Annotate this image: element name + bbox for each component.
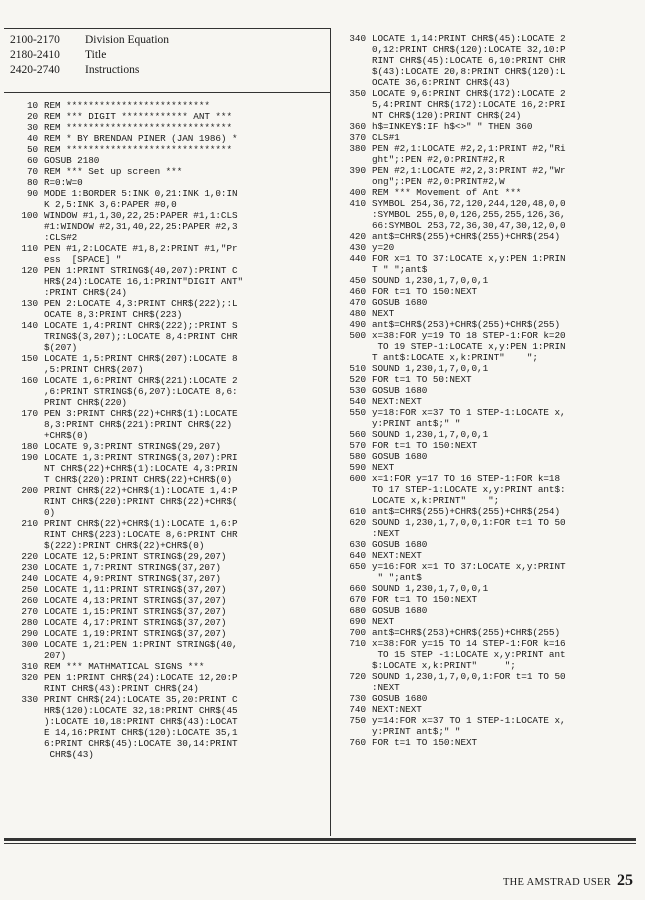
line-number: 120 xyxy=(21,265,38,276)
code-line xyxy=(338,462,638,473)
code-line xyxy=(338,242,638,253)
line-code: PEN #1,2:LOCATE #1,8,2:PRINT #1,"Pr ess [SPACE] " xyxy=(44,243,238,265)
code-line xyxy=(10,111,328,122)
line-code: LOCATE 1,7:PRINT STRING$(37,207) xyxy=(44,562,221,573)
code-line xyxy=(10,265,328,298)
line-code: x=1:FOR y=17 TO 16 STEP-1:FOR k=18 TO 17 STEP-1:LOCATE x,y:PRINT ant$: LOCATE x,k:PRINT" "; xyxy=(372,473,566,506)
code-line xyxy=(338,594,638,605)
line-code: MODE 1:BORDER 5:INK 0,21:INK 1,0:IN K 2,5:INK 3,6:PAPER #0,0 xyxy=(44,188,238,210)
line-code: WINDOW #1,1,30,22,25:PAPER #1,1:CLS #1:WINDOW #2,31,40,22,25:PAPER #2,3 :CLS#2 xyxy=(44,210,238,243)
line-number: 180 xyxy=(21,441,38,452)
line-code: FOR x=1 TO 37:LOCATE x,y:PEN 1:PRIN T " ";ant$ xyxy=(372,253,566,275)
column-divider xyxy=(330,28,331,836)
code-line xyxy=(338,704,638,715)
line-number: 50 xyxy=(26,144,38,155)
code-line xyxy=(338,517,638,539)
code-line xyxy=(338,715,638,737)
line-number: 450 xyxy=(349,275,366,286)
line-number: 300 xyxy=(21,639,38,650)
code-line xyxy=(338,33,638,88)
code-line xyxy=(338,440,638,451)
line-code: NEXT xyxy=(372,462,395,473)
code-line xyxy=(10,628,328,639)
line-code: REM ************************** xyxy=(44,100,210,111)
line-code: x=38:FOR y=19 TO 18 STEP-1:FOR k=20 TO 19 STEP-1:LOCATE x,y:PEN 1:PRIN T ant$:LOCATE x,k:PRINT" "; xyxy=(372,330,566,363)
line-number: 440 xyxy=(349,253,366,264)
code-line xyxy=(10,155,328,166)
line-code: NEXT:NEXT xyxy=(372,704,422,715)
line-code: SOUND 1,230,1,7,0,0,1 xyxy=(372,429,489,440)
line-number: 150 xyxy=(21,353,38,364)
line-code: R=0:W=0 xyxy=(44,177,83,188)
line-number: 130 xyxy=(21,298,38,309)
line-number: 200 xyxy=(21,485,38,496)
code-line xyxy=(10,320,328,353)
code-line xyxy=(10,639,328,661)
page-number: 25 xyxy=(617,872,633,889)
line-number: 530 xyxy=(349,385,366,396)
line-code: h$=INKEY$:IF h$<>" " THEN 360 xyxy=(372,121,533,132)
line-code: PRINT CHR$(22)+CHR$(1):LOCATE 1,4:P RINT CHR$(220):PRINT CHR$(22)+CHR$( 0) xyxy=(44,485,238,518)
line-number: 380 xyxy=(349,143,366,154)
line-number: 590 xyxy=(349,462,366,473)
line-code: LOCATE 1,15:PRINT STRING$(37,207) xyxy=(44,606,227,617)
line-number: 430 xyxy=(349,242,366,253)
line-number: 730 xyxy=(349,693,366,704)
line-number: 650 xyxy=(349,561,366,572)
code-line xyxy=(10,617,328,628)
index-separator xyxy=(4,92,330,93)
line-number: 410 xyxy=(349,198,366,209)
line-number: 480 xyxy=(349,308,366,319)
line-code: LOCATE 1,14:PRINT CHR$(45):LOCATE 2 0,12:PRINT CHR$(120):LOCATE 32,10:P RINT CHR$(45):LOCATE 6,10:PRINT CHR $(43):LOCATE 20,8:PRINT CHR$(120):L OCATE 36,6:PRINT CHR$(43) xyxy=(372,33,566,88)
line-number: 270 xyxy=(21,606,38,617)
line-code: LOCATE 4,13:PRINT STRING$(37,207) xyxy=(44,595,227,606)
code-line xyxy=(10,672,328,694)
line-code: ant$=CHR$(253)+CHR$(255)+CHR$(255) xyxy=(372,319,560,330)
code-line xyxy=(338,638,638,671)
line-code: ant$=CHR$(255)+CHR$(255)+CHR$(254) xyxy=(372,231,560,242)
index-row xyxy=(10,48,169,63)
code-line xyxy=(338,583,638,594)
line-number: 680 xyxy=(349,605,366,616)
listing-left-column xyxy=(10,100,328,760)
line-code: CLS#1 xyxy=(372,132,400,143)
line-number: 720 xyxy=(349,671,366,682)
line-number: 500 xyxy=(349,330,366,341)
line-number: 580 xyxy=(349,451,366,462)
line-number: 540 xyxy=(349,396,366,407)
line-number: 470 xyxy=(349,297,366,308)
code-line xyxy=(10,518,328,551)
index-label: Division Equation xyxy=(85,34,170,46)
line-number: 240 xyxy=(21,573,38,584)
index-range: 2420-2740 xyxy=(10,64,60,76)
code-line xyxy=(10,694,328,760)
magazine-name: THE AMSTRAD USER xyxy=(502,877,611,888)
line-code: GOSUB 1680 xyxy=(372,693,428,704)
line-code: NEXT:NEXT xyxy=(372,396,422,407)
line-code: SOUND 1,230,1,7,0,0,1:FOR t=1 TO 50 :NEXT xyxy=(372,671,566,693)
code-line xyxy=(338,121,638,132)
line-number: 330 xyxy=(21,694,38,705)
code-line xyxy=(338,671,638,693)
line-code: REM *** DIGIT ************ ANT *** xyxy=(44,111,232,122)
line-number: 520 xyxy=(349,374,366,385)
line-code: PEN 1:PRINT STRING$(40,207):PRINT C HR$(24):LOCATE 16,1:PRINT"DIGIT ANT" :PRINT CHR$(24) xyxy=(44,265,244,298)
code-line xyxy=(338,143,638,165)
line-number: 350 xyxy=(349,88,366,99)
line-number: 710 xyxy=(349,638,366,649)
line-number: 140 xyxy=(21,320,38,331)
code-line xyxy=(10,375,328,408)
code-line xyxy=(338,737,638,748)
code-line xyxy=(10,452,328,485)
code-line xyxy=(338,550,638,561)
line-code: LOCATE 9,3:PRINT STRING$(29,207) xyxy=(44,441,221,452)
code-line xyxy=(338,275,638,286)
line-code: FOR t=1 TO 150:NEXT xyxy=(372,737,478,748)
line-number: 320 xyxy=(21,672,38,683)
line-number: 40 xyxy=(26,133,38,144)
code-line xyxy=(338,165,638,187)
line-code: PEN #2,1:LOCATE #2,2,3:PRINT #2,"Wr ong";:PEN #2,0:PRINT#2,W xyxy=(372,165,566,187)
code-line xyxy=(10,298,328,320)
line-number: 750 xyxy=(349,715,366,726)
code-line xyxy=(10,188,328,210)
line-number: 400 xyxy=(349,187,366,198)
line-number: 670 xyxy=(349,594,366,605)
line-number: 760 xyxy=(349,737,366,748)
code-line xyxy=(10,353,328,375)
code-line xyxy=(338,561,638,583)
code-line xyxy=(10,606,328,617)
line-number: 610 xyxy=(349,506,366,517)
line-number: 210 xyxy=(21,518,38,529)
code-line xyxy=(338,308,638,319)
line-code: LOCATE 1,19:PRINT STRING$(37,207) xyxy=(44,628,227,639)
line-number: 690 xyxy=(349,616,366,627)
line-code: PEN 1:PRINT CHR$(24):LOCATE 12,20:P RINT CHR$(43):PRINT CHR$(24) xyxy=(44,672,238,694)
code-line xyxy=(10,177,328,188)
line-code: PEN 2:LOCATE 4,3:PRINT CHR$(222);:L OCATE 8,3:PRINT CHR$(223) xyxy=(44,298,238,320)
code-line xyxy=(338,330,638,363)
program-index xyxy=(10,33,169,78)
line-number: 740 xyxy=(349,704,366,715)
line-number: 460 xyxy=(349,286,366,297)
code-line xyxy=(10,441,328,452)
line-code: ant$=CHR$(253)+CHR$(255)+CHR$(255) xyxy=(372,627,560,638)
code-line xyxy=(338,253,638,275)
code-line xyxy=(338,319,638,330)
line-number: 190 xyxy=(21,452,38,463)
code-line xyxy=(338,429,638,440)
index-label: Instructions xyxy=(85,64,140,76)
line-number: 280 xyxy=(21,617,38,628)
code-line xyxy=(338,693,638,704)
line-number: 70 xyxy=(26,166,38,177)
line-code: FOR t=1 TO 150:NEXT xyxy=(372,440,478,451)
line-number: 250 xyxy=(21,584,38,595)
line-number: 620 xyxy=(349,517,366,528)
line-code: PEN 3:PRINT CHR$(22)+CHR$(1):LOCATE 8,3:PRINT CHR$(221):PRINT CHR$(22) +CHR$(0) xyxy=(44,408,238,441)
index-range: 2180-2410 xyxy=(10,49,60,61)
line-number: 80 xyxy=(26,177,38,188)
line-code: SOUND 1,230,1,7,0,0,1 xyxy=(372,583,489,594)
listing-right-column xyxy=(338,33,638,748)
line-number: 600 xyxy=(349,473,366,484)
line-code: FOR t=1 TO 150:NEXT xyxy=(372,594,478,605)
index-range: 2100-2170 xyxy=(10,34,60,46)
code-line xyxy=(338,363,638,374)
line-number: 360 xyxy=(349,121,366,132)
line-number: 20 xyxy=(26,111,38,122)
line-number: 260 xyxy=(21,595,38,606)
line-code: SOUND 1,230,1,7,0,0,1 xyxy=(372,275,489,286)
code-line xyxy=(10,584,328,595)
line-code: FOR t=1 TO 150:NEXT xyxy=(372,286,478,297)
line-code: REM *** Set up screen *** xyxy=(44,166,183,177)
code-line xyxy=(338,627,638,638)
line-code: FOR t=1 TO 50:NEXT xyxy=(372,374,472,385)
line-code: NEXT:NEXT xyxy=(372,550,422,561)
line-code: x=38:FOR y=15 TO 14 STEP-1:FOR k=16 TO 15 STEP -1:LOCATE x,y:PRINT ant $:LOCATE x,k:PRINT" "; xyxy=(372,638,566,671)
code-line xyxy=(338,198,638,231)
line-code: PRINT CHR$(22)+CHR$(1):LOCATE 1,6:P RINT CHR$(223):LOCATE 8,6:PRINT CHR $(222):PRINT CHR$(22)+CHR$(0) xyxy=(44,518,238,551)
line-code: LOCATE 9,6:PRINT CHR$(172):LOCATE 2 5,4:PRINT CHR$(172):LOCATE 16,2:PRI NT CHR$(120):PRINT CHR$(24) xyxy=(372,88,566,121)
line-code: LOCATE 4,17:PRINT STRING$(37,207) xyxy=(44,617,227,628)
index-row xyxy=(10,33,169,48)
code-line xyxy=(10,243,328,265)
line-code: LOCATE 1,3:PRINT STRING$(3,207):PRI NT CHR$(22)+CHR$(1):LOCATE 4,3:PRIN T CHR$(220):PRINT CHR$(22)+CHR$(0) xyxy=(44,452,238,485)
line-number: 490 xyxy=(349,319,366,330)
code-line xyxy=(10,100,328,111)
line-number: 110 xyxy=(21,243,38,254)
index-row xyxy=(10,63,169,78)
line-code: REM *** MATHMATICAL SIGNS *** xyxy=(44,661,205,672)
code-line xyxy=(10,551,328,562)
code-line xyxy=(338,385,638,396)
line-code: PRINT CHR$(24):LOCATE 35,20:PRINT C HR$(120):LOCATE 32,18:PRINT CHR$(45 ):LOCATE 10,18:PRINT CHR$(43):LOCAT E 14,16:PRINT CHR$(120):LOCATE 35,1 6:PRINT CHR$(45):LOCATE 30,14:PRINT CHR$(43) xyxy=(44,694,238,760)
line-number: 290 xyxy=(21,628,38,639)
line-code: y=20 xyxy=(372,242,395,253)
code-line xyxy=(10,144,328,155)
code-line xyxy=(338,616,638,627)
bottom-rule-thick xyxy=(4,838,636,841)
line-code: NEXT xyxy=(372,616,395,627)
code-line xyxy=(338,286,638,297)
line-code: GOSUB 1680 xyxy=(372,539,428,550)
line-number: 220 xyxy=(21,551,38,562)
code-line xyxy=(338,506,638,517)
line-number: 550 xyxy=(349,407,366,418)
code-line xyxy=(338,88,638,121)
line-number: 560 xyxy=(349,429,366,440)
code-line xyxy=(338,451,638,462)
line-code: LOCATE 12,5:PRINT STRING$(29,207) xyxy=(44,551,227,562)
line-code: NEXT xyxy=(372,308,395,319)
line-number: 30 xyxy=(26,122,38,133)
code-line xyxy=(338,132,638,143)
line-number: 160 xyxy=(21,375,38,386)
code-line xyxy=(10,661,328,672)
line-code: GOSUB 1680 xyxy=(372,297,428,308)
line-number: 230 xyxy=(21,562,38,573)
line-code: SOUND 1,230,1,7,0,0,1:FOR t=1 TO 50 :NEXT xyxy=(372,517,566,539)
line-code: y=14:FOR x=37 TO 1 STEP-1:LOCATE x, y:PRINT ant$;" " xyxy=(372,715,566,737)
code-line xyxy=(10,408,328,441)
line-number: 420 xyxy=(349,231,366,242)
line-code: REM * BY BRENDAN PINER (JAN 1986) * xyxy=(44,133,238,144)
line-code: LOCATE 1,6:PRINT CHR$(221):LOCATE 2 ,6:PRINT STRING$(6,207):LOCATE 8,6: PRINT CHR$(220) xyxy=(44,375,238,408)
line-number: 10 xyxy=(26,100,38,111)
code-line xyxy=(10,595,328,606)
line-number: 100 xyxy=(21,210,38,221)
code-line xyxy=(10,122,328,133)
line-number: 370 xyxy=(349,132,366,143)
line-code: REM ****************************** xyxy=(44,122,232,133)
code-line xyxy=(338,539,638,550)
line-code: GOSUB 1680 xyxy=(372,385,428,396)
line-number: 630 xyxy=(349,539,366,550)
line-code: LOCATE 1,11:PRINT STRING$(37,207) xyxy=(44,584,227,595)
index-label: Title xyxy=(85,49,107,61)
code-line xyxy=(10,573,328,584)
code-line xyxy=(10,210,328,243)
code-line xyxy=(10,485,328,518)
line-number: 570 xyxy=(349,440,366,451)
code-line xyxy=(338,396,638,407)
line-code: GOSUB 2180 xyxy=(44,155,100,166)
line-number: 340 xyxy=(349,33,366,44)
code-line xyxy=(338,187,638,198)
top-rule xyxy=(4,28,330,29)
line-code: REM *** Movement of Ant *** xyxy=(372,187,522,198)
line-code: LOCATE 1,4:PRINT CHR$(222);:PRINT S TRING$(3,207);:LOCATE 8,4:PRINT CHR $(207) xyxy=(44,320,238,353)
line-code: LOCATE 4,9:PRINT STRING$(37,207) xyxy=(44,573,221,584)
line-number: 390 xyxy=(349,165,366,176)
line-number: 170 xyxy=(21,408,38,419)
line-code: y=16:FOR x=1 TO 37:LOCATE x,y:PRINT " ";ant$ xyxy=(372,561,566,583)
code-line xyxy=(338,231,638,242)
bottom-rule-thin xyxy=(4,843,636,844)
code-line xyxy=(338,473,638,506)
line-code: ant$=CHR$(255)+CHR$(255)+CHR$(254) xyxy=(372,506,560,517)
line-number: 310 xyxy=(21,661,38,672)
code-line xyxy=(338,407,638,429)
code-line xyxy=(10,133,328,144)
line-code: LOCATE 1,5:PRINT CHR$(207):LOCATE 8 ,5:PRINT CHR$(207) xyxy=(44,353,238,375)
line-code: SOUND 1,230,1,7,0,0,1 xyxy=(372,363,489,374)
line-code: LOCATE 1,21:PEN 1:PRINT STRING$(40, 207) xyxy=(44,639,238,661)
code-line xyxy=(10,562,328,573)
line-number: 60 xyxy=(26,155,38,166)
line-code: GOSUB 1680 xyxy=(372,451,428,462)
line-number: 660 xyxy=(349,583,366,594)
line-code: PEN #2,1:LOCATE #2,2,1:PRINT #2,"Ri ght";:PEN #2,0:PRINT#2,R xyxy=(372,143,566,165)
line-code: GOSUB 1680 xyxy=(372,605,428,616)
line-code: SYMBOL 254,36,72,120,244,120,48,0,0 :SYMBOL 255,0,0,126,255,255,126,36, 66:SYMBOL 253,72,36,30,47,30,12,0,0 xyxy=(372,198,566,231)
line-number: 90 xyxy=(26,188,38,199)
line-number: 510 xyxy=(349,363,366,374)
code-line xyxy=(10,166,328,177)
code-line xyxy=(338,605,638,616)
line-number: 700 xyxy=(349,627,366,638)
page-footer xyxy=(503,872,633,890)
line-number: 640 xyxy=(349,550,366,561)
line-code: REM ****************************** xyxy=(44,144,232,155)
code-line xyxy=(338,374,638,385)
line-code: y=18:FOR x=37 TO 1 STEP-1:LOCATE x, y:PRINT ant$;" " xyxy=(372,407,566,429)
code-line xyxy=(338,297,638,308)
